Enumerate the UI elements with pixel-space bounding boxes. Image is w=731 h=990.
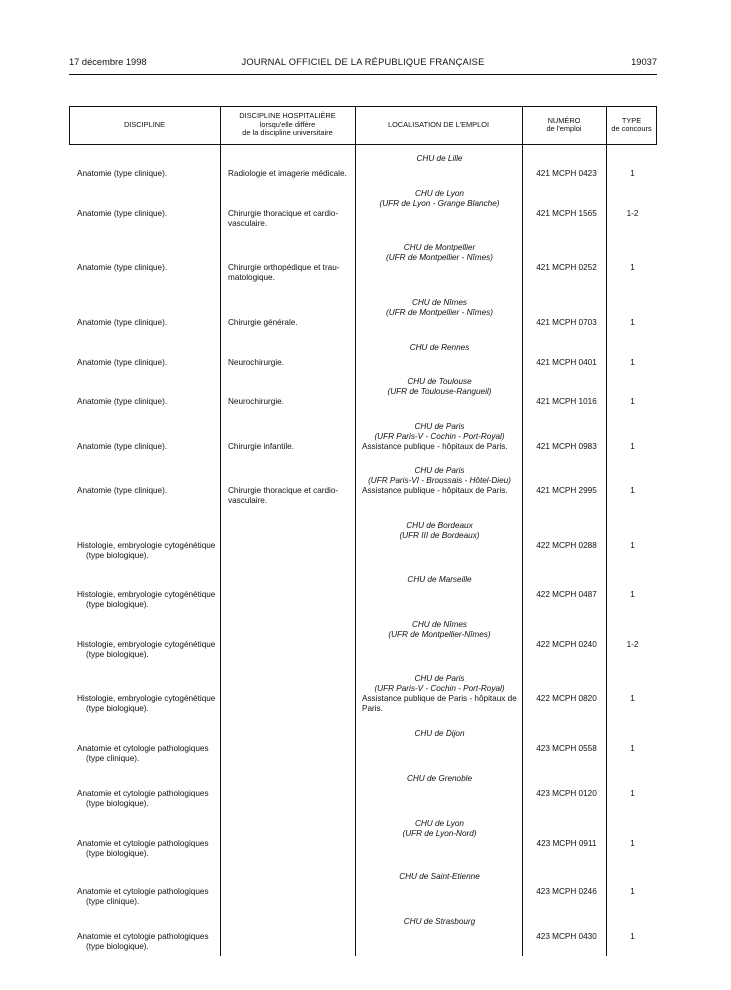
discipline-text: Anatomie (type clinique). (77, 318, 168, 327)
discipline-type: (type biologique). (86, 704, 149, 713)
emploi-number: 421 MCPH 1016 (536, 397, 597, 406)
concours-type: 1 (630, 932, 635, 941)
discipline-text: Anatomie (type clinique). (77, 263, 168, 272)
hospital-discipline-cont: vasculaire. (228, 219, 268, 228)
location-city: CHU de Marseille (407, 575, 472, 584)
hospital-discipline-cont: matologique. (228, 273, 275, 282)
concours-type: 1 (630, 358, 635, 367)
discipline-text: Anatomie et cytologie pathologiques (77, 789, 209, 798)
hospital-discipline: Chirurgie générale. (228, 318, 298, 327)
discipline-text: Anatomie (type clinique). (77, 358, 168, 367)
location-ufr: (UFR de Montpellier - Nîmes) (386, 253, 493, 262)
discipline-text: Histologie, embryologie cytogénétique (77, 640, 216, 649)
discipline-text: Anatomie et cytologie pathologiques (77, 887, 209, 896)
discipline-type: (type biologique). (86, 600, 149, 609)
hospital-discipline: Chirurgie infantile. (228, 442, 294, 451)
discipline-type: (type clinique). (86, 754, 140, 763)
concours-type: 1 (630, 839, 635, 848)
emploi-number: 422 MCPH 0240 (536, 640, 597, 649)
header-hospitaliere: DISCIPLINE HOSPITALIÈRE lorsqu'elle diffère de la discipline universitaire (239, 111, 336, 138)
discipline-text: Anatomie (type clinique). (77, 486, 168, 495)
table-row (69, 917, 657, 969)
emploi-number: 421 MCPH 0703 (536, 318, 597, 327)
header-type: TYPE de concours (611, 115, 652, 133)
concours-type: 1 (630, 789, 635, 798)
discipline-type: (type biologique). (86, 942, 149, 951)
emploi-number: 423 MCPH 0430 (536, 932, 597, 941)
location-city: CHU de Paris (414, 674, 465, 683)
concours-type: 1-2 (626, 209, 639, 218)
location-city: CHU de Lyon (414, 819, 464, 828)
location-assistance: Assistance publique - hôpitaux de Paris. (362, 486, 508, 495)
table-row (69, 819, 657, 871)
page-number: 19037 (631, 57, 657, 67)
discipline-type: (type clinique). (86, 897, 140, 906)
location-city: CHU de Paris (414, 466, 465, 475)
emploi-number: 421 MCPH 0401 (536, 358, 597, 367)
page-date: 17 décembre 1998 (69, 57, 147, 67)
location-city: CHU de Nîmes (411, 620, 468, 629)
discipline-text: Anatomie et cytologie pathologiques (77, 744, 209, 753)
discipline-text: Anatomie (type clinique). (77, 442, 168, 451)
discipline-type: (type biologique). (86, 849, 149, 858)
discipline-text: Histologie, embryologie cytogénétique (77, 590, 216, 599)
location-city: CHU de Paris (414, 422, 465, 431)
discipline-type: (type biologique). (86, 799, 149, 808)
table-row (69, 521, 657, 573)
emploi-number: 421 MCPH 2995 (536, 486, 597, 495)
location-city: CHU de Rennes (409, 343, 470, 352)
concours-type: 1 (630, 887, 635, 896)
concours-type: 1 (630, 442, 635, 451)
location-ufr: (UFR III de Bordeaux) (399, 531, 480, 540)
discipline-text: Anatomie (type clinique). (77, 209, 168, 218)
discipline-text: Histologie, embryologie cytogénétique (77, 694, 216, 703)
emploi-number: 422 MCPH 0288 (536, 541, 597, 550)
concours-type: 1 (630, 590, 635, 599)
table-row (69, 674, 657, 726)
concours-type: 1 (630, 318, 635, 327)
emploi-number: 423 MCPH 0558 (536, 744, 597, 753)
location-assistance: Assistance publique - hôpitaux de Paris. (362, 442, 508, 451)
concours-type: 1 (630, 263, 635, 272)
location-city: CHU de Lille (416, 154, 463, 163)
hospital-discipline: Chirurgie orthopédique et trau- (228, 263, 340, 272)
location-city: CHU de Lyon (414, 189, 464, 198)
concours-type: 1 (630, 541, 635, 550)
emploi-number: 423 MCPH 0246 (536, 887, 597, 896)
emploi-number: 421 MCPH 0423 (536, 169, 597, 178)
discipline-text: Anatomie (type clinique). (77, 169, 168, 178)
location-assistance-cont: Paris. (362, 704, 383, 713)
discipline-text: Anatomie et cytologie pathologiques (77, 932, 209, 941)
location-ufr: (UFR de Montpellier - Nîmes) (386, 308, 493, 317)
emploi-number: 423 MCPH 0120 (536, 789, 597, 798)
hospital-discipline-cont: vasculaire. (228, 496, 268, 505)
hospital-discipline: Chirurgie thoracique et cardio- (228, 209, 339, 218)
location-city: CHU de Montpellier (403, 243, 476, 252)
concours-type: 1 (630, 486, 635, 495)
discipline-text: Anatomie et cytologie pathologiques (77, 839, 209, 848)
location-city: CHU de Toulouse (407, 377, 472, 386)
hospital-discipline: Neurochirurgie. (228, 397, 284, 406)
hospital-discipline: Chirurgie thoracique et cardio- (228, 486, 339, 495)
concours-type: 1 (630, 694, 635, 703)
emploi-number: 423 MCPH 0911 (536, 839, 597, 848)
location-city: CHU de Nîmes (411, 298, 468, 307)
location-assistance: Assistance publique de Paris - hôpitaux de (362, 694, 517, 703)
emploi-number: 422 MCPH 0820 (536, 694, 597, 703)
location-ufr: (UFR Paris-V - Cochin - Port-Royal) (374, 684, 505, 693)
location-city: CHU de Saint-Etienne (399, 872, 480, 881)
emploi-number: 421 MCPH 1565 (536, 209, 597, 218)
table-header-border (69, 144, 657, 145)
location-city: CHU de Dijon (414, 729, 465, 738)
location-ufr: (UFR de Lyon - Grange Blanche) (379, 199, 500, 208)
table-row (69, 466, 657, 518)
location-ufr: (UFR de Toulouse-Rangueil) (387, 387, 492, 396)
hospital-discipline: Neurochirurgie. (228, 358, 284, 367)
page-header (69, 57, 657, 71)
concours-type: 1 (630, 169, 635, 178)
header-discipline: DISCIPLINE (123, 119, 166, 129)
journal-title: JOURNAL OFFICIEL DE LA RÉPUBLIQUE FRANÇAISE (241, 57, 485, 67)
location-city: CHU de Strasbourg (403, 917, 476, 926)
location-ufr: (UFR Paris-V - Cochin - Port-Royal) (374, 432, 505, 441)
concours-type: 1 (630, 744, 635, 753)
discipline-type: (type biologique). (86, 650, 149, 659)
concours-type: 1 (630, 397, 635, 406)
header-localisation: LOCALISATION DE L'EMPLOI (387, 119, 490, 129)
header-rule (69, 74, 657, 75)
location-city: CHU de Bordeaux (406, 521, 473, 530)
table-row (69, 620, 657, 672)
emploi-number: 421 MCPH 0252 (536, 263, 597, 272)
location-ufr: (UFR de Montpellier-Nîmes) (388, 630, 491, 639)
header-numero: NUMÉRO de l'emploi (546, 115, 582, 133)
discipline-text: Histologie, embryologie cytogénétique (77, 541, 216, 550)
appointments-table (69, 106, 657, 956)
discipline-text: Anatomie (type clinique). (77, 397, 168, 406)
emploi-number: 421 MCPH 0983 (536, 442, 597, 451)
hospital-discipline: Radiologie et imagerie médicale. (228, 169, 347, 178)
table-row (69, 243, 657, 295)
location-ufr: (UFR de Lyon-Nord) (402, 829, 477, 838)
location-ufr: (UFR Paris-VI - Broussais - Hôtel-Dieu) (368, 476, 511, 485)
discipline-type: (type biologique). (86, 551, 149, 560)
table-row (69, 189, 657, 241)
concours-type: 1-2 (626, 640, 639, 649)
emploi-number: 422 MCPH 0487 (536, 590, 597, 599)
location-city: CHU de Grenoble (406, 774, 473, 783)
